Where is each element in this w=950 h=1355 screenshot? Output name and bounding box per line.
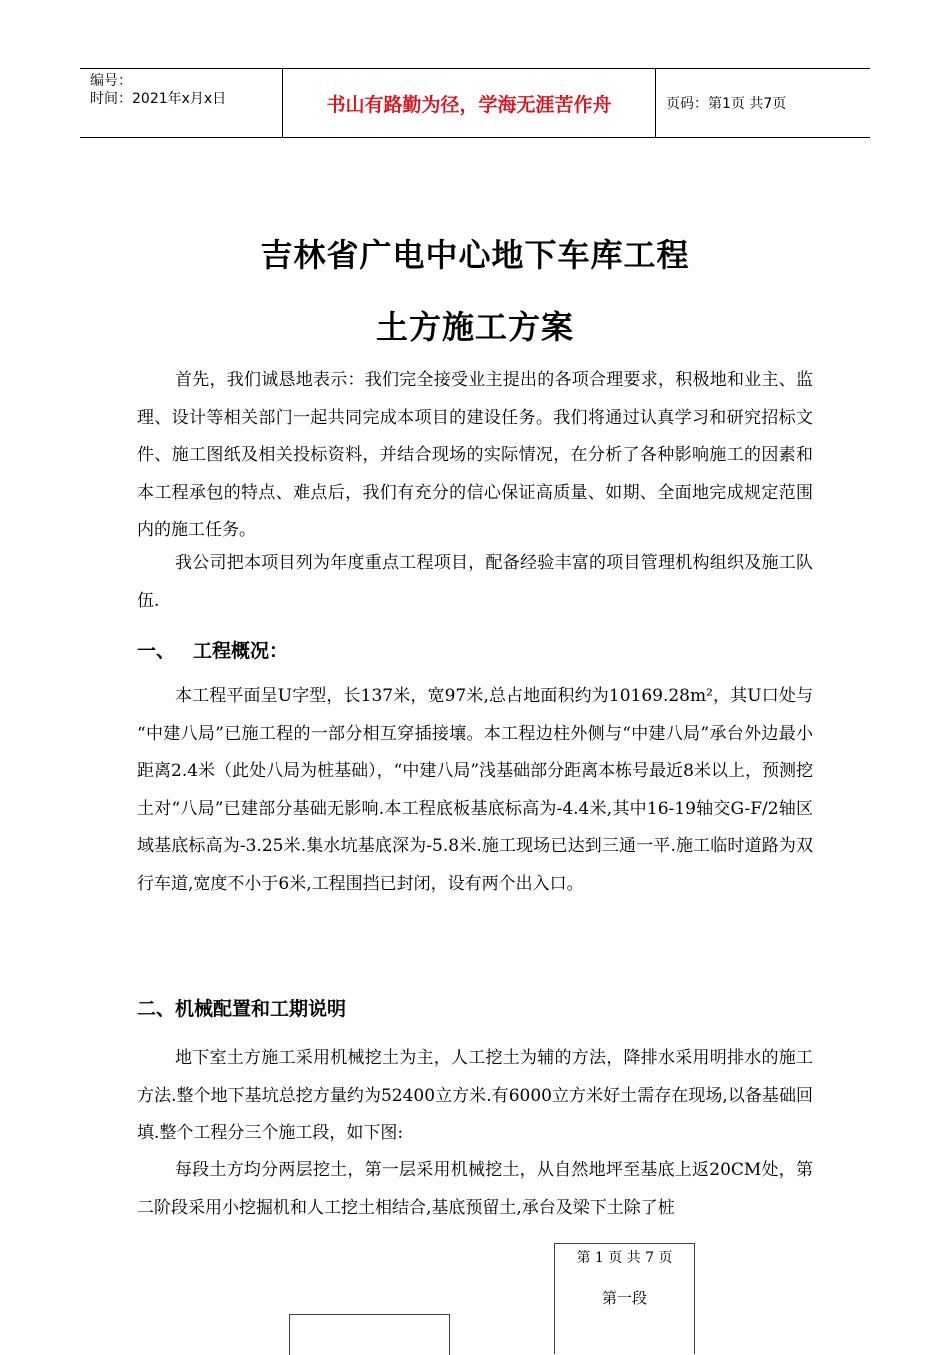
excavation-paragraph: 地下室土方施工采用机械挖土为主，人工挖土为辅的方法，降排水采用明排水的施工方法.整个地下基坑总挖方量约为52400立方米.有6000立方米好土需存在现场,以备基础回填.整个工程分三个施工段，如下图: [137,1048,813,1143]
header-page-info: 页码：第1页 共7页 [666,96,787,112]
overview-paragraph: 本工程平面呈U字型，长137米，宽97米,总占地面积约为10169.28m²，其U口处与 “中建八局”已施工程的一部分相互穿插接壤。本工程边柱外侧与“中建八局”承台外边最小距离2.4米（此处八局为桩基础），“中建八局”浅基础部分距离本栋号最近8米以上，预测挖土对“八局”已建部分基础无影响.本工程底板基底标高为-4.4米,其中16-19轴交G-F/2轴区域基底标高为-3.25米.集水坑基底深为-5.8米.施工现场已达到三通一平.施工临时道路为双行车道,宽度不小于6米,工程围挡已封闭，设有两个出入口。 [137,686,813,894]
section-number: 一、 [137,640,176,662]
document-subtitle: 土方施工方案 [375,308,574,346]
company-paragraph: 我公司把本项目列为年度重点工程项目，配备经验丰富的项目管理机构组织及施工队伍. [137,553,813,611]
page-header [80,68,870,138]
intro-paragraph: 首先，我们诚恳地表示：我们完全接受业主提出的各项合理要求，积极地和业主、监理、设计等相关部门一起共同完成本项目的建设任务。我们将通过认真学习和研究招标文件、施工图纸及相关投标资料，并结合现场的实际情况，在分析了各种影响施工的因素和本工程承包的特点、难点后，我们有充分的信心保证高质量、如期、全面地完成规定范围内的施工任务。 [137,370,813,540]
document-date-label: 时间：2021年x月x日 [90,91,227,107]
section-heading-overview [137,636,288,663]
segment-label: 第一段 [601,1289,647,1307]
footer-page-number: 第 1 页 共 7 页 [576,1250,673,1266]
header-motto: 书山有路勤为径，学海无涯苦作舟 [282,69,656,137]
header-meta [80,69,282,137]
segment-diagram-box [554,1243,695,1354]
segment-diagram-side-box [289,1314,450,1355]
section-heading-machinery: 二、机械配置和工期说明 [137,998,347,1020]
section-title: 工程概况： [193,640,289,662]
document-title: 吉林省广电中心地下车库工程 [260,236,690,274]
document-number-label: 编号： [90,73,132,89]
layer-paragraph: 每段土方均分两层挖土，第一层采用机械挖土，从自然地坪至基底上返20CM处，第二阶段采用小挖掘机和人工挖土相结合,基底预留土,承台及梁下土除了桩 [137,1160,813,1218]
